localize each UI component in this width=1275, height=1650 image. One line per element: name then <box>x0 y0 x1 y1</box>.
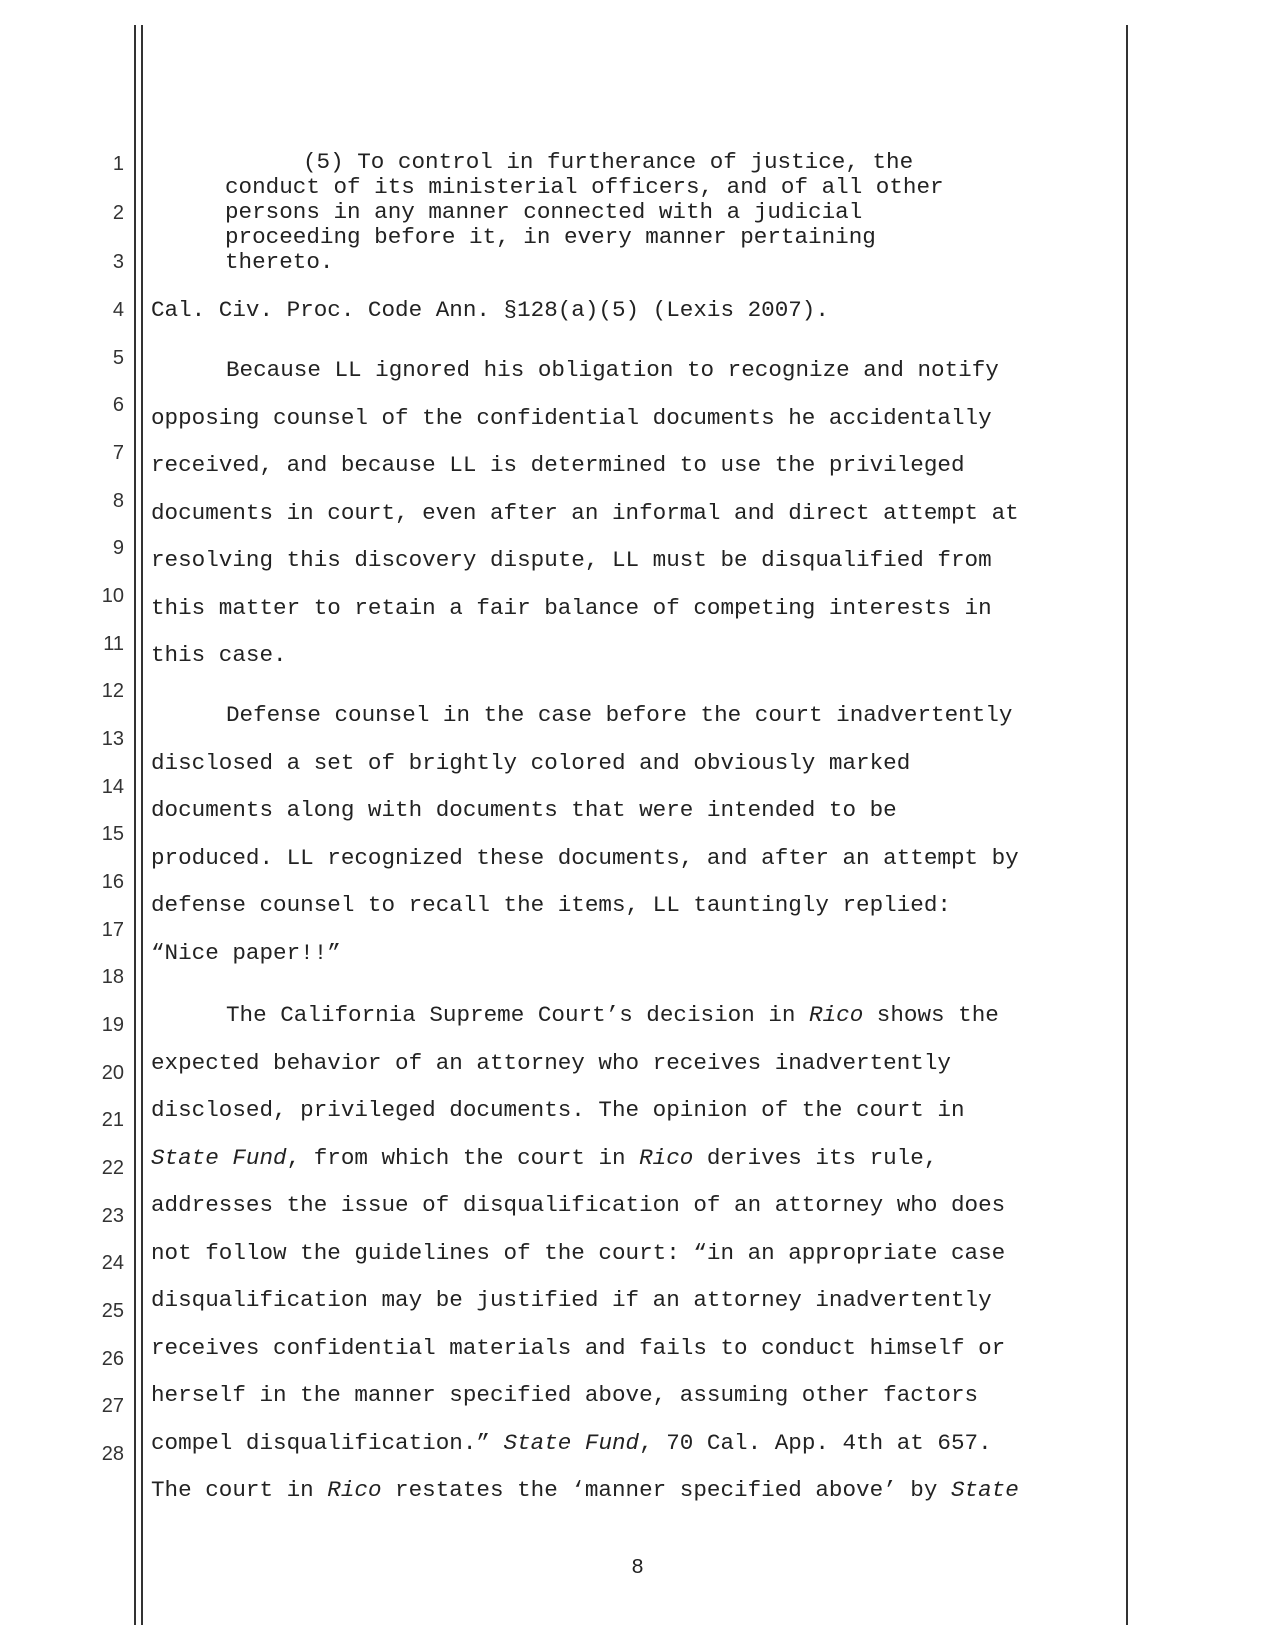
case-name: State Fund <box>151 1144 287 1171</box>
text-line: “Nice paper!!” <box>151 939 341 966</box>
line-number: 23 <box>101 1205 124 1227</box>
line-number: 6 <box>112 394 124 416</box>
text-line: herself in the manner specified above, assuming other factors <box>151 1382 979 1408</box>
text-line: produced. LL recognized these documents, and after an attempt by <box>151 844 1019 871</box>
line-number: 13 <box>101 728 124 750</box>
text-line: defense counsel to recall the items, LL tauntingly replied: <box>151 892 951 918</box>
line-number: 12 <box>101 680 124 702</box>
text-line: received, and because LL is determined to use the privileged <box>151 452 965 478</box>
text-run: compel disqualification.” <box>151 1429 504 1456</box>
line-number: 5 <box>112 347 124 369</box>
text-line: disclosed, privileged documents. The opinion of the court in <box>151 1097 965 1123</box>
line-number: 15 <box>101 823 124 845</box>
text-run: , 70 Cal. App. 4th at 657. <box>639 1429 992 1456</box>
line-number: 25 <box>101 1300 124 1322</box>
text-line <box>151 1003 1121 1051</box>
text-line: this matter to retain a fair balance of competing interests in <box>151 594 992 621</box>
left-margin-rule-outer <box>134 25 136 1625</box>
line-number: 16 <box>101 871 124 893</box>
text-line: this case. <box>151 642 287 668</box>
text-line <box>151 1146 1121 1194</box>
line-number: 21 <box>101 1109 124 1131</box>
text-run: The court in <box>151 1477 328 1503</box>
text-line: disclosed a set of brightly colored and obviously marked <box>151 749 911 776</box>
case-name: State Fund <box>503 1429 640 1456</box>
line-number: 9 <box>112 537 124 559</box>
paragraph-case-law <box>151 1003 1121 1526</box>
line-number: 26 <box>101 1348 124 1370</box>
case-name: State <box>950 1477 1019 1503</box>
text-line <box>151 1431 1121 1479</box>
line-number: 19 <box>101 1014 124 1036</box>
line-number: 22 <box>101 1157 124 1179</box>
case-name: Rico <box>327 1477 382 1503</box>
paragraph-disqualification-argument <box>151 358 1121 691</box>
line-number: 2 <box>112 202 124 224</box>
quote-line: persons in any manner connected with a judicial <box>225 199 863 225</box>
text-line: documents along with documents that were intended to be <box>151 797 897 823</box>
page-number: 8 <box>631 1557 644 1580</box>
text-line: expected behavior of an attorney who receives inadvertently <box>151 1049 951 1076</box>
quote-line: (5) To control in furtherance of justice, the <box>303 149 914 175</box>
line-number: 8 <box>112 490 124 512</box>
paragraph-facts <box>151 703 1121 988</box>
line-number: 24 <box>101 1252 124 1274</box>
left-margin-rule-inner <box>141 25 143 1625</box>
text-run: derives its rule, <box>693 1144 938 1171</box>
text-line: documents in court, even after an informal and direct attempt at <box>151 499 1019 526</box>
text-line: Because LL ignored his obligation to recognize and notify <box>226 357 999 383</box>
quote-line: thereto. <box>225 249 334 275</box>
statute-block-quote <box>225 150 1105 275</box>
line-number: 7 <box>112 442 124 464</box>
text-run: shows the <box>863 1002 999 1028</box>
text-run: The California Supreme Court’s decision in <box>226 1002 810 1028</box>
text-line: Defense counsel in the case before the court inadvertently <box>226 702 1013 728</box>
line-number: 3 <box>112 251 124 273</box>
text-run: , from which the court in <box>286 1144 640 1171</box>
line-number: 20 <box>101 1062 124 1084</box>
quote-line: proceeding before it, in every manner pertaining <box>225 224 876 250</box>
text-line <box>151 1478 1121 1526</box>
line-number: 18 <box>101 966 124 988</box>
text-line: not follow the guidelines of the court: “in an appropriate case <box>151 1239 1006 1266</box>
case-name: Rico <box>809 1002 864 1028</box>
text-line: addresses the issue of disqualification of an attorney who does <box>151 1192 1006 1218</box>
line-number: 28 <box>101 1443 124 1465</box>
line-number: 4 <box>112 299 124 321</box>
right-margin-rule <box>1126 25 1128 1625</box>
quote-line: conduct of its ministerial officers, and of all other <box>225 174 944 200</box>
line-number: 11 <box>103 633 124 655</box>
text-line: disqualification may be justified if an attorney inadvertently <box>151 1287 992 1313</box>
text-line: opposing counsel of the confidential documents he accidentally <box>151 404 992 431</box>
line-number: 17 <box>101 919 124 941</box>
text-line: receives confidential materials and fails to conduct himself or <box>151 1334 1006 1361</box>
text-line: resolving this discovery dispute, LL must be disqualified from <box>151 547 992 573</box>
line-number: 1 <box>112 153 124 175</box>
line-number: 14 <box>101 776 124 798</box>
line-number: 10 <box>101 585 124 607</box>
line-number: 27 <box>101 1395 124 1417</box>
text-run: restates the ‘manner specified above’ by <box>381 1477 951 1503</box>
case-name: Rico <box>639 1144 694 1171</box>
statute-citation: Cal. Civ. Proc. Code Ann. §128(a)(5) (Lexis 2007). <box>151 297 829 323</box>
